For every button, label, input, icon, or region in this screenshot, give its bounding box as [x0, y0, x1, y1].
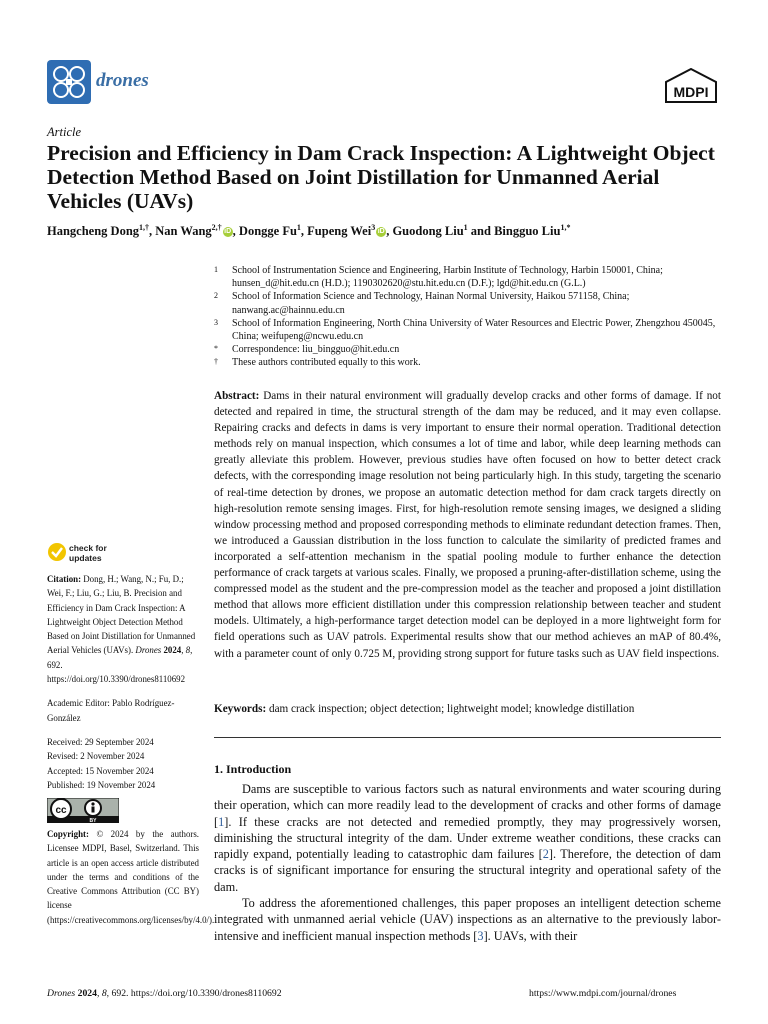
affiliations [214, 264, 724, 370]
journal-name: drones [96, 70, 149, 91]
affiliation-mark: * [214, 344, 218, 354]
affiliation-item [214, 356, 724, 369]
mdpi-logo-icon [664, 68, 718, 104]
author-name: Fupeng Wei [307, 224, 372, 239]
check-updates-text: check for updates [69, 543, 107, 563]
author-name: Guodong Liu [392, 224, 464, 239]
author-name: Hangcheng Dong [47, 224, 140, 239]
affiliation-text: School of Information Science and Technology, Hainan Normal University, Haikou 571158, China; nanwang.ac@hainnu.edu.cn [232, 291, 630, 316]
received-date: Received: 29 September 2024 [47, 736, 154, 747]
abstract-text: Dams in their natural environment will gradually develop cracks and other forms of damage. If not detected and repaired in time, the structural strength of the dam may be reduced, and it may even collapse. Repairing cracks and defects in dams is very important to ensure their normal operation. Traditional detection methods rely on manual inspection, which consumes a lot of time and labor, while deep learning methods can greatly alleviate this problem. However, previous studies have often focused on how to better detect crack defects, with the corresponding image resolution not being particularly high. In this study, targeting the scenario of real-time detection by drones, we propose an automatic detection method for dam crack targets directly on high-resolution remote sensing images. First, for high-resolution remote sensing images, we designed a sliding window processing method and proposed corresponding methods to eliminate redundant detection frames. Then, we introduced a Gaussian distribution in the loss function to calculate the similarity of predicted frames and incorporated a self-attention mechanism in the spatial pooling module to further enhance the detection performance of crack targets at various scales. Finally, we proposed a pruning-after-distillation scheme, using the compressed model as the student and the pre-compression model as the teacher and proposed a joint distillation method that allows more efficient distillation under this compression relationship between teacher and student models. Ultimately, a high-performance target detection model can be deployed in a more lightweight form for field operations such as UAV patrols. Experimental results show that our method achieves an mAP of 80.4%, with a parameter count of only 0.725 M, providing strong support for future tasks such as UAV field inspections. [214, 390, 721, 660]
author-affiliation-mark: 1 [296, 223, 301, 232]
section-divider [214, 737, 721, 738]
affiliation-text: School of Information Engineering, North China University of Water Resources and Electric Power, Zhengzhou 450045, China; weifupeng@ncwu.edu.cn [232, 317, 716, 343]
author-name: Bingguo Liu [494, 224, 561, 239]
keywords-text: dam crack inspection; object detection; lightweight model; knowledge distillation [269, 703, 635, 715]
reference-link-2[interactable]: 2 [542, 847, 549, 862]
check-for-updates-button[interactable] [47, 542, 137, 566]
affiliation-text: Correspondence: liu_bingguo@hit.edu.cn [232, 344, 400, 356]
intro-paragraph-2: To address the aforementioned challenges, this paper proposes an intelligent detection scheme integrated with unmanned aerial vehicle (UAV) inspections as an alternative to the previously labor-intensive and inefficient manual inspection methods [3]. UAVs, with their [214, 896, 721, 943]
drones-logo-icon [47, 60, 91, 104]
author-affiliation-mark: 3 [371, 223, 376, 232]
reference-link-3[interactable]: 3 [477, 928, 484, 943]
affiliation-item [214, 290, 724, 316]
orcid-icon[interactable]: iD [377, 228, 385, 236]
intro-paragraph-1: Dams are susceptible to various factors such as natural environments and water scouring during their operation, which can more readily lead to the development of cracks and other forms of damage [1]. If these cracks are not detected and remedied promptly, they may progressively worsen, diminishing the structural integrity of the dam. Under extreme weather conditions, these cracks can rapidly expand, potentially leading to catastrophic dam failures [2]. Therefore, the detection of dam cracks is of significant importance for ensuring the structural integrity and operational safety of the dam. [214, 782, 721, 894]
reference-link-1[interactable]: 1 [218, 814, 225, 829]
mdpi-logo-text: MDPI [673, 84, 709, 100]
author-list: Hangcheng Dong$^{1,\dagger}$, Nan Wang$^{2,\dagger}$ iD , Dongge Fu$^1$, Fupeng Wei$^3$ iD , Guodong Liu$^1$ and Bingguo Liu$^{1,*}$ [47, 223, 571, 239]
copyright-notice: Copyright: © 2024 by the authors. Licensee MDPI, Basel, Switzerland. This article is an open access article distributed under the terms and conditions of the Creative Commons Attribution (CC BY) license (https://creativecommons.org/licenses/by/4.0/). [47, 829, 215, 925]
section-heading: 1. Introduction [214, 762, 292, 776]
keywords [214, 702, 721, 717]
affiliation-text: These authors contributed equally to this work. [232, 357, 421, 369]
affiliation-text: School of Instrumentation Science and Engineering, Harbin Institute of Technology, Harbin 150001, China; hunsen_d@hit.edu.cn (H.D.); 1190302620@stu.hit.edu.cn (D.F.); lgd@hit.edu.cn (G.L.) [232, 265, 663, 290]
article-title: Precision and Efficiency in Dam Crack Inspection: A Lightweight Object Detection Method Based on Joint Distillation for Unmanned Aerial Vehicles (UAVs) [47, 141, 715, 213]
affiliation-item [214, 264, 724, 290]
accepted-date: Accepted: 15 November 2024 [47, 765, 154, 776]
author-affiliation-mark: 1,* [560, 223, 571, 232]
keywords-label: Keywords: [214, 703, 267, 715]
author-affiliation-mark: 2,† [211, 223, 222, 232]
abstract [214, 388, 721, 662]
footer-journal-url[interactable]: https://www.mdpi.com/journal/drones [529, 988, 677, 999]
affiliation-mark: 2 [214, 291, 218, 301]
cc-by-license-icon[interactable] [47, 798, 119, 823]
author-name: Nan Wang [155, 224, 212, 239]
orcid-icon[interactable]: iD [224, 228, 232, 236]
affiliation-mark: † [214, 357, 218, 367]
citation: Citation: Dong, H.; Wang, N.; Fu, D.; Wei, F.; Liu, G.; Liu, B. Precision and Efficiency in Dam Crack Inspection: A Lightweight Object Detection Method Based on Joint Distillation for Unmanned Aerial Vehicles (UAVs). Drones 2024, 8, 692. https://doi.org/10.3390/drones8110692 [47, 574, 196, 685]
affiliation-item [214, 343, 724, 356]
svg-text:cc: cc [55, 805, 67, 816]
author-affiliation-mark: 1 [463, 223, 468, 232]
affiliation-mark: 3 [214, 317, 218, 327]
author-affiliation-mark: 1,† [139, 223, 150, 232]
check-updates-icon [47, 542, 67, 562]
academic-editor: Academic Editor: Pablo Rodríguez-González [47, 698, 175, 723]
footer-citation: Drones 2024, 8, 692. https://doi.org/10.3390/drones8110692 [47, 988, 282, 999]
sidebar-citation [47, 572, 199, 792]
article-type: Article [47, 125, 82, 139]
affiliation-item [214, 317, 724, 343]
abstract-label: Abstract: [214, 390, 260, 402]
revised-date: Revised: 2 November 2024 [47, 751, 145, 762]
svg-text:BY: BY [89, 818, 97, 823]
published-date: Published: 19 November 2024 [47, 779, 156, 790]
affiliation-mark: 1 [214, 265, 218, 274]
author-name: Dongge Fu [238, 224, 297, 239]
introduction-body [214, 781, 721, 944]
